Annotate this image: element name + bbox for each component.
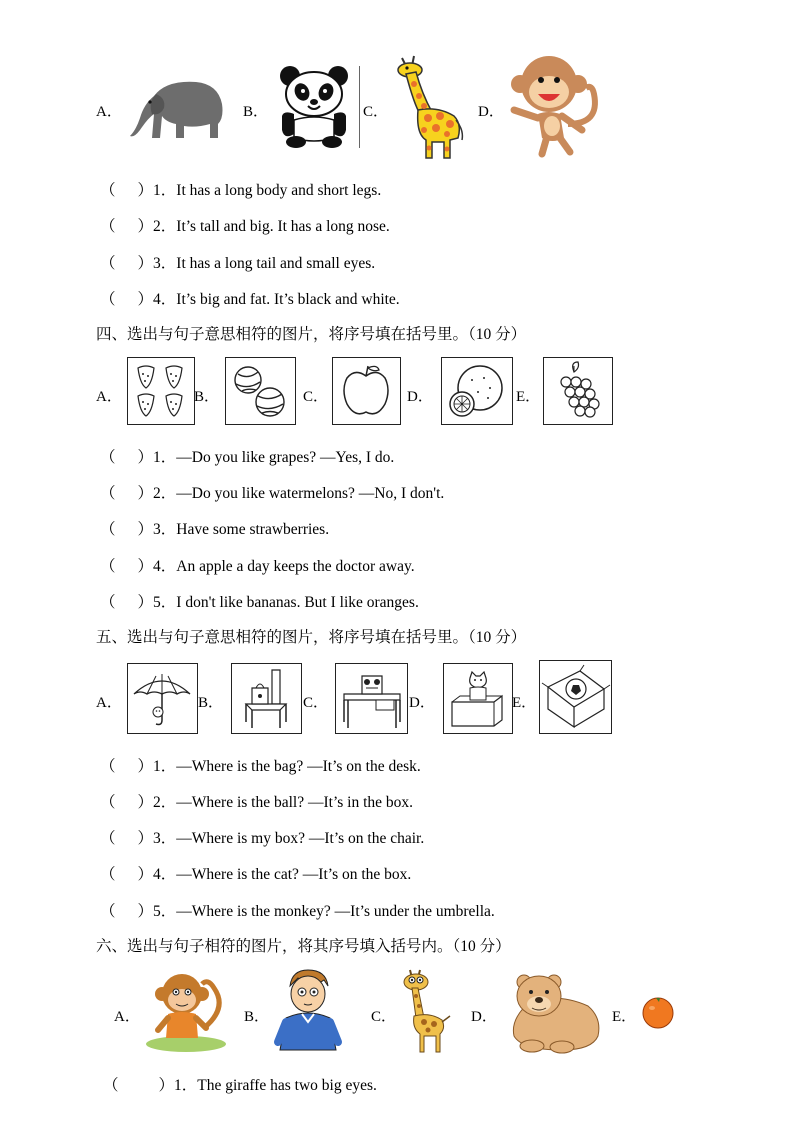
panda-picture bbox=[276, 64, 352, 153]
elephant-picture bbox=[126, 74, 230, 147]
sec3-option-c-label: C． bbox=[363, 104, 389, 120]
sec3-option-a-label: A． bbox=[96, 104, 122, 120]
answer-paren-close: ） bbox=[137, 594, 154, 611]
sec4-heading: 四、选出与句子意思相符的图片，将序号填在括号里。（10 分） bbox=[96, 326, 527, 343]
bag-on-chair-box bbox=[231, 663, 302, 734]
sec5-item-5 bbox=[100, 899, 495, 921]
answer-paren-open[interactable]: （ bbox=[100, 594, 116, 611]
item-text: 1．It has a long body and short legs. bbox=[153, 182, 382, 199]
sec4-item-2 bbox=[100, 481, 444, 503]
sec4-option-d-label: D． bbox=[407, 389, 433, 405]
sec6-heading: 六、选出与句子相符的图片，将其序号填入括号内。（10 分） bbox=[96, 938, 511, 955]
item-text: 4．—Where is the cat? —It’s on the box. bbox=[153, 866, 412, 883]
sec5-option-d-label: D． bbox=[409, 695, 435, 711]
item-text: 5．I don't like bananas. But I like oranges. bbox=[153, 594, 419, 611]
answer-paren-close: ） bbox=[137, 521, 154, 538]
sec3-item-3 bbox=[100, 251, 375, 273]
cartoon-orange-picture bbox=[640, 994, 676, 1035]
giraffe-picture bbox=[392, 54, 466, 167]
monkey-picture bbox=[508, 54, 604, 165]
divider-line bbox=[359, 66, 360, 148]
answer-paren-open[interactable]: （ bbox=[100, 182, 116, 199]
apple-box bbox=[332, 357, 401, 425]
sec4-option-b-label: B． bbox=[194, 389, 220, 405]
item-text: 3．It has a long tail and small eyes. bbox=[153, 255, 376, 272]
answer-paren-open[interactable]: （ bbox=[100, 485, 116, 502]
cartoon-giraffe-picture bbox=[398, 968, 454, 1061]
boy-picture bbox=[272, 966, 344, 1063]
sec4-item-4 bbox=[100, 554, 415, 576]
sec5-option-e-label: E． bbox=[512, 695, 537, 711]
sec3-item-2 bbox=[100, 214, 390, 236]
sec4-option-a-label: A． bbox=[96, 389, 122, 405]
answer-paren-open[interactable]: （ bbox=[100, 255, 116, 272]
answer-paren-close: ） bbox=[137, 903, 154, 920]
answer-paren-open[interactable]: （ bbox=[100, 758, 116, 775]
answer-paren-close: ） bbox=[137, 449, 154, 466]
ball-in-box-box bbox=[539, 660, 612, 734]
answer-paren-open[interactable]: （ bbox=[100, 291, 116, 308]
item-text: 2．—Where is the ball? —It’s in the box. bbox=[153, 794, 414, 811]
answer-paren-close: ） bbox=[137, 794, 154, 811]
item-text: 2．It’s tall and big. It has a long nose. bbox=[153, 218, 390, 235]
cat-on-box-box bbox=[443, 663, 513, 734]
sec4-item-3 bbox=[100, 517, 329, 539]
sec3-option-d-label: D． bbox=[478, 104, 504, 120]
sec6-option-d-label: D． bbox=[471, 1009, 497, 1025]
answer-paren-close: ） bbox=[137, 866, 154, 883]
answer-paren-close: ） bbox=[137, 218, 154, 235]
umbrella-box bbox=[127, 663, 198, 734]
sec5-item-3 bbox=[100, 826, 424, 848]
item-text: 4．An apple a day keeps the doctor away. bbox=[153, 558, 415, 575]
sec4-item-1 bbox=[100, 445, 394, 467]
answer-paren-open[interactable]: （ bbox=[100, 218, 116, 235]
answer-paren-close: ） bbox=[137, 182, 154, 199]
sec4-item-5 bbox=[100, 590, 419, 612]
answer-paren-open[interactable]: （ bbox=[100, 830, 116, 847]
sec3-item-1 bbox=[100, 178, 381, 200]
sec5-option-a-label: A． bbox=[96, 695, 122, 711]
bear-picture bbox=[502, 970, 604, 1059]
item-text: 1．—Where is the bag? —It’s on the desk. bbox=[153, 758, 421, 775]
answer-paren-open[interactable]: （ bbox=[100, 558, 116, 575]
answer-paren-close: ） bbox=[137, 758, 154, 775]
sec6-option-c-label: C． bbox=[371, 1009, 397, 1025]
answer-paren-open[interactable]: （ bbox=[100, 903, 116, 920]
sec5-option-b-label: B． bbox=[198, 695, 224, 711]
bag-on-desk-box bbox=[335, 663, 408, 734]
sec6-option-b-label: B． bbox=[244, 1009, 270, 1025]
sec3-item-4 bbox=[100, 287, 400, 309]
answer-paren-open[interactable]: （ bbox=[100, 794, 116, 811]
answer-paren-close: ） bbox=[137, 291, 154, 308]
sec4-option-e-label: E． bbox=[516, 389, 541, 405]
item-text: 4．It’s big and fat. It’s black and white. bbox=[153, 291, 400, 308]
sec4-option-c-label: C． bbox=[303, 389, 329, 405]
item-text: 5．—Where is the monkey? —It’s under the umbrella. bbox=[153, 903, 495, 920]
answer-paren-close: ） bbox=[137, 830, 154, 847]
watermelons-box bbox=[225, 357, 296, 425]
sec5-item-1 bbox=[100, 754, 421, 776]
answer-paren-open[interactable]: （ bbox=[103, 1077, 119, 1094]
answer-paren-open[interactable]: （ bbox=[100, 521, 116, 538]
sec3-option-b-label: B． bbox=[243, 104, 269, 120]
answer-paren-close: ） bbox=[137, 558, 154, 575]
orange-box bbox=[441, 357, 513, 425]
answer-paren-close: ） bbox=[137, 485, 154, 502]
answer-paren-open[interactable]: （ bbox=[100, 449, 116, 466]
sec6-option-a-label: A． bbox=[114, 1009, 140, 1025]
sec6-item-1 bbox=[103, 1073, 377, 1095]
answer-paren-close: ） bbox=[158, 1077, 175, 1094]
sec5-heading: 五、选出与句子意思相符的图片，将序号填在括号里。（10 分） bbox=[96, 629, 527, 646]
item-text: 3．—Where is my box? —It’s on the chair. bbox=[153, 830, 425, 847]
grapes-box bbox=[543, 357, 613, 425]
item-text: 1．—Do you like grapes? —Yes, I do. bbox=[153, 449, 395, 466]
answer-paren-close: ） bbox=[137, 255, 154, 272]
sec6-option-e-label: E． bbox=[612, 1009, 637, 1025]
item-text: 3．Have some strawberries. bbox=[153, 521, 330, 538]
item-text: 1．The giraffe has two big eyes. bbox=[174, 1077, 377, 1094]
sec5-item-4 bbox=[100, 862, 411, 884]
cartoon-monkey-picture bbox=[144, 968, 228, 1059]
strawberries-box bbox=[127, 357, 195, 425]
answer-paren-open[interactable]: （ bbox=[100, 866, 116, 883]
sec5-option-c-label: C． bbox=[303, 695, 329, 711]
item-text: 2．—Do you like watermelons? —No, I don't. bbox=[153, 485, 445, 502]
sec5-item-2 bbox=[100, 790, 413, 812]
